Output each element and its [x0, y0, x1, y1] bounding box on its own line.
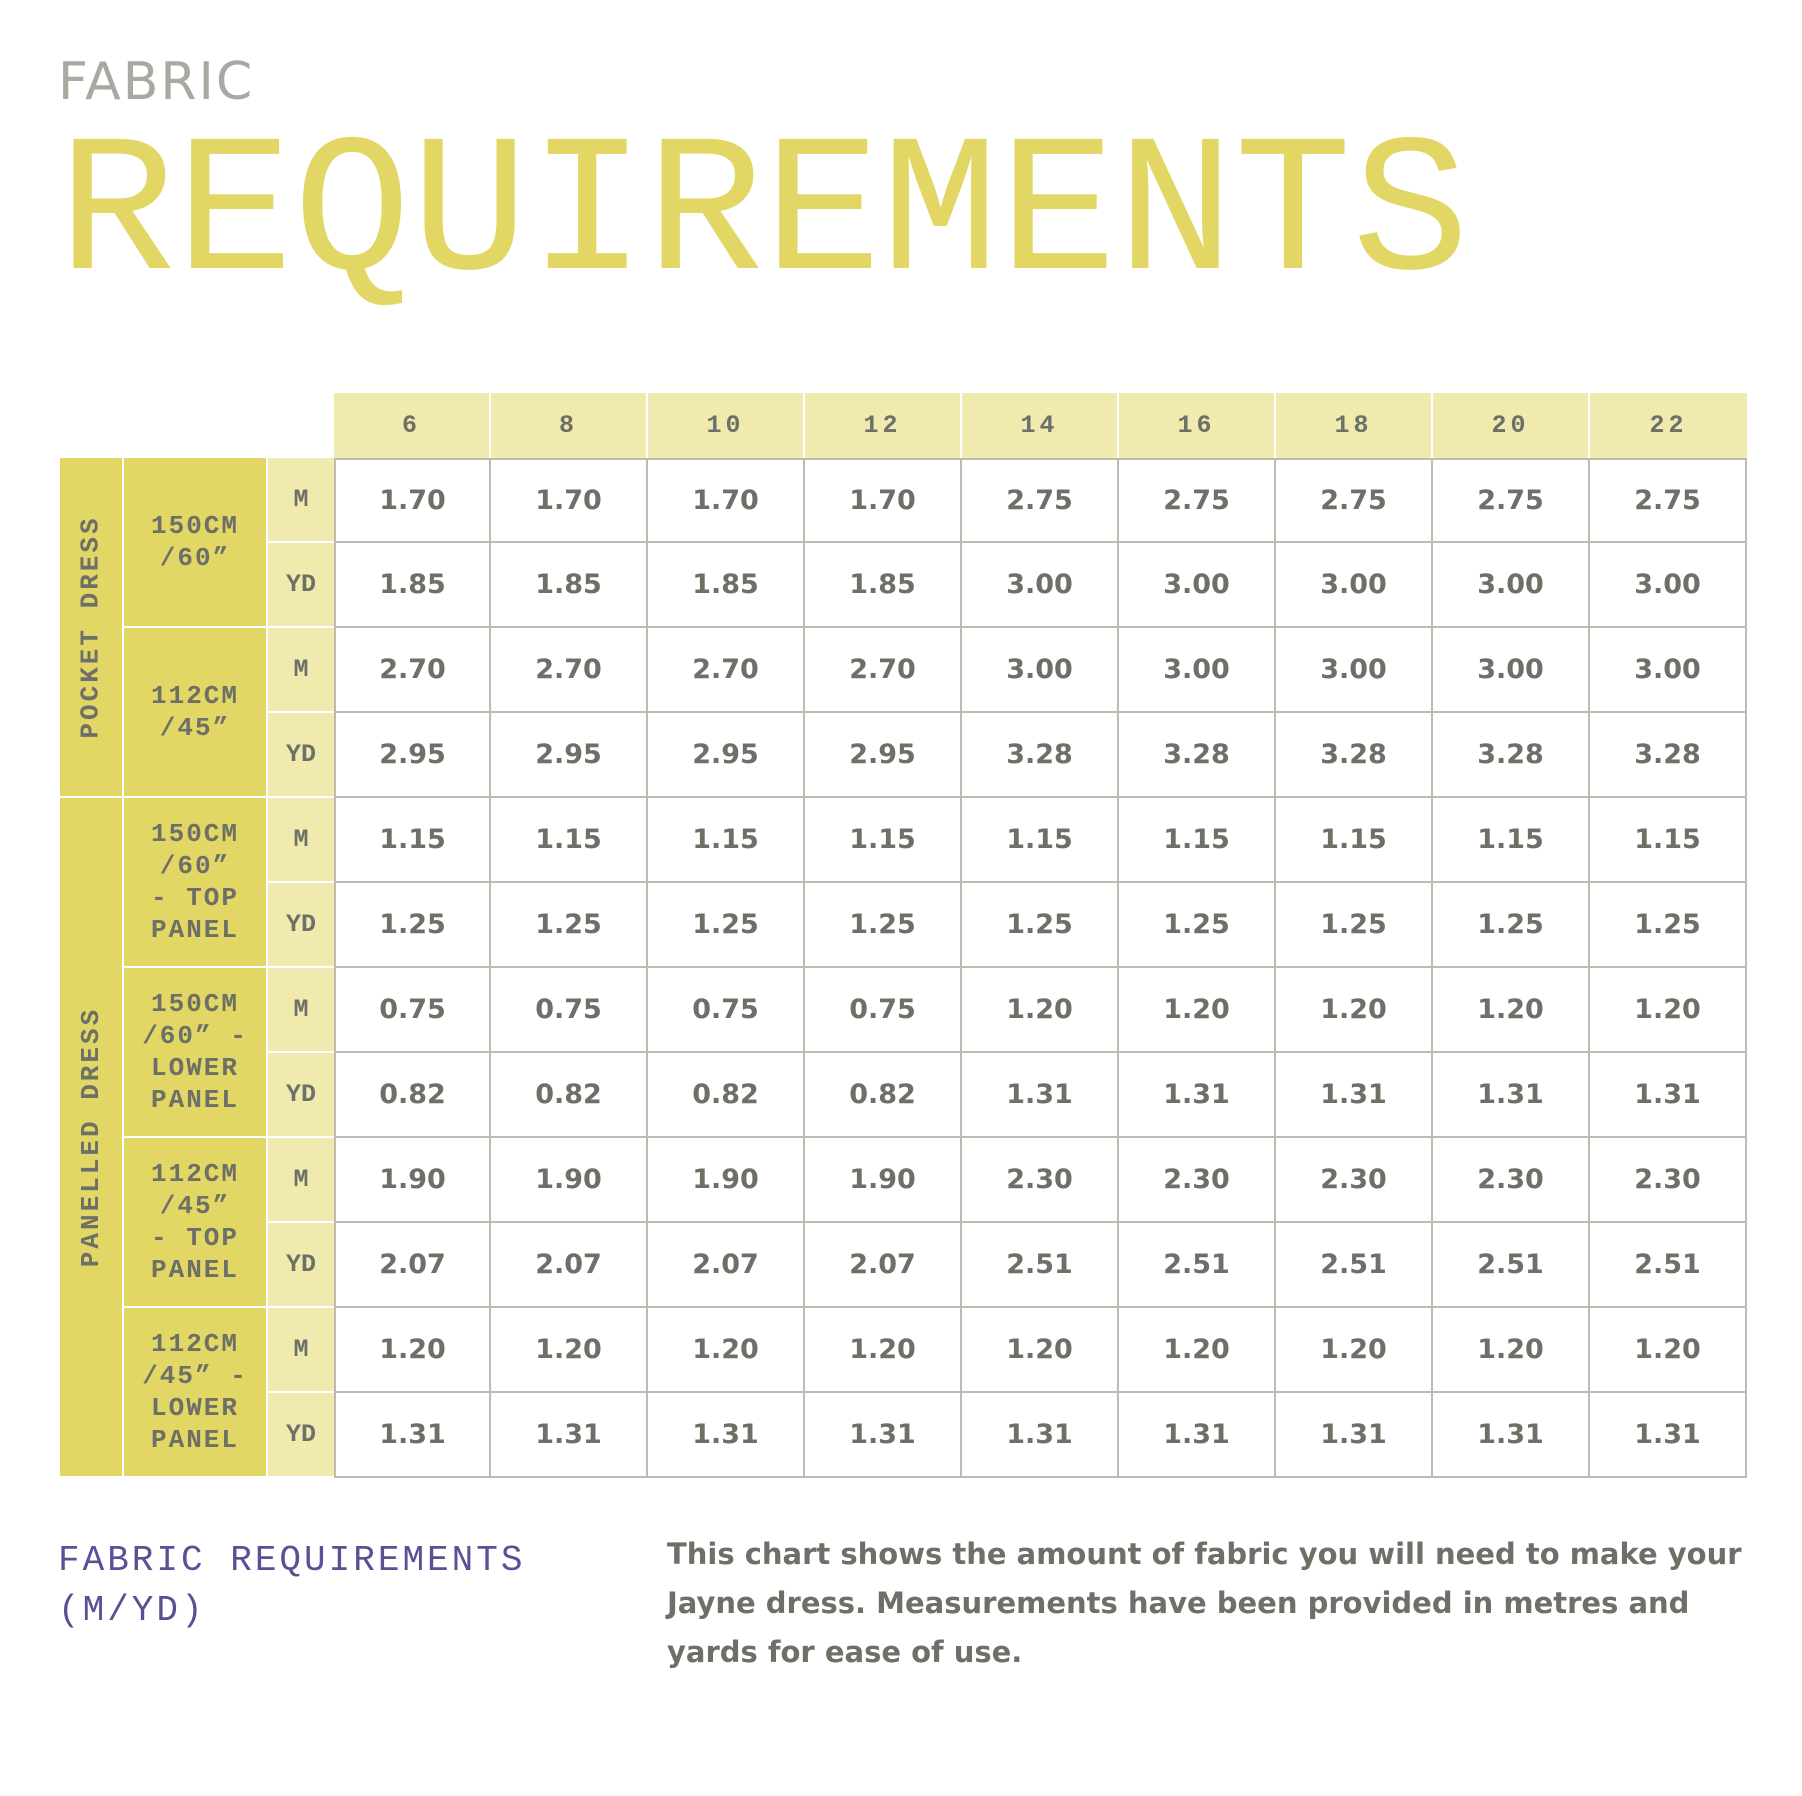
table-cell: 1.85 — [491, 543, 648, 628]
size-header: 8 — [491, 393, 648, 458]
fabric-requirements-table — [60, 393, 1747, 1478]
table-cell: 3.00 — [1119, 628, 1276, 713]
table-cell: 1.20 — [1119, 968, 1276, 1053]
table-cell: 2.75 — [1590, 458, 1747, 543]
table-cell: 2.70 — [805, 628, 962, 713]
table-cell: 1.20 — [648, 1308, 805, 1393]
table-cell: 1.25 — [1119, 883, 1276, 968]
unit-label: M — [268, 798, 334, 883]
table-cell: 1.25 — [805, 883, 962, 968]
table-cell: 1.70 — [648, 458, 805, 543]
table-cell: 3.00 — [962, 628, 1119, 713]
unit-label: YD — [268, 1053, 334, 1138]
table-cell: 2.70 — [491, 628, 648, 713]
table-cell: 1.31 — [648, 1393, 805, 1478]
table-cell: 2.51 — [1433, 1223, 1590, 1308]
table-cell: 3.00 — [962, 543, 1119, 628]
table-cell: 2.95 — [334, 713, 491, 798]
table-cell: 1.31 — [1433, 1393, 1590, 1478]
unit-label: YD — [268, 883, 334, 968]
table-cell: 1.31 — [491, 1393, 648, 1478]
table-cell: 1.20 — [1590, 968, 1747, 1053]
table-cell: 1.20 — [1119, 1308, 1276, 1393]
table-cell: 1.31 — [1276, 1393, 1433, 1478]
table-cell: 3.00 — [1590, 628, 1747, 713]
table-cell: 1.15 — [1119, 798, 1276, 883]
unit-label: M — [268, 628, 334, 713]
garment-label — [60, 458, 124, 798]
table-cell: 2.95 — [491, 713, 648, 798]
table-cell: 1.31 — [962, 1053, 1119, 1138]
unit-label: M — [268, 1138, 334, 1223]
size-header: 18 — [1276, 393, 1433, 458]
table-cell: 2.30 — [962, 1138, 1119, 1223]
table-cell: 2.51 — [1276, 1223, 1433, 1308]
table-cell: 1.31 — [1119, 1053, 1276, 1138]
table-cell: 2.70 — [648, 628, 805, 713]
table-cell: 2.30 — [1433, 1138, 1590, 1223]
page-title: REQUIREMENTS — [58, 105, 1470, 327]
table-cell: 3.28 — [1590, 713, 1747, 798]
table-cell: 1.31 — [962, 1393, 1119, 1478]
table-cell: 3.00 — [1433, 628, 1590, 713]
table-cell: 0.75 — [491, 968, 648, 1053]
table-cell: 0.82 — [491, 1053, 648, 1138]
size-header: 16 — [1119, 393, 1276, 458]
fabric-width-label: 112CM /45” - TOP PANEL — [124, 1138, 268, 1308]
table-cell: 1.15 — [1276, 798, 1433, 883]
table-cell: 2.95 — [805, 713, 962, 798]
table-cell: 1.20 — [805, 1308, 962, 1393]
footer-description: This chart shows the amount of fabric you will need to make your Jayne dress. Measurements have been provided in metres and yards for ease of use. — [667, 1537, 1742, 1669]
table-cell: 0.82 — [648, 1053, 805, 1138]
page-kicker: FABRIC — [58, 52, 255, 112]
table-cell: 1.25 — [1590, 883, 1747, 968]
table-cell: 1.31 — [1590, 1053, 1747, 1138]
table-cell: 1.70 — [491, 458, 648, 543]
table-cell: 2.51 — [962, 1223, 1119, 1308]
table-cell: 3.28 — [1433, 713, 1590, 798]
table-cell: 1.25 — [962, 883, 1119, 968]
table-cell: 1.90 — [334, 1138, 491, 1223]
table-cell: 1.15 — [1590, 798, 1747, 883]
unit-label: YD — [268, 1223, 334, 1308]
table-cell: 2.75 — [1433, 458, 1590, 543]
unit-label: YD — [268, 713, 334, 798]
table-cell: 3.00 — [1276, 543, 1433, 628]
fabric-width-label: 150CM /60” — [124, 458, 268, 628]
table-cell: 1.90 — [648, 1138, 805, 1223]
table-cell: 1.31 — [805, 1393, 962, 1478]
table-cell: 3.00 — [1433, 543, 1590, 628]
size-header: 22 — [1590, 393, 1747, 458]
table-cell: 1.25 — [1433, 883, 1590, 968]
table-cell: 1.15 — [334, 798, 491, 883]
table-cell: 0.75 — [334, 968, 491, 1053]
table-cell: 2.51 — [1590, 1223, 1747, 1308]
table-cell: 2.95 — [648, 713, 805, 798]
table-cell: 1.31 — [1590, 1393, 1747, 1478]
footer-title-line2: (M/YD) — [58, 1590, 206, 1631]
table-cell: 2.07 — [648, 1223, 805, 1308]
fabric-width-label: 112CM /45” - LOWER PANEL — [124, 1308, 268, 1478]
table-cell: 1.90 — [491, 1138, 648, 1223]
table-cell: 1.70 — [805, 458, 962, 543]
table-cell: 2.07 — [334, 1223, 491, 1308]
table-cell: 2.30 — [1590, 1138, 1747, 1223]
table-cell: 3.28 — [962, 713, 1119, 798]
table-cell: 1.20 — [1276, 968, 1433, 1053]
table-cell: 3.00 — [1276, 628, 1433, 713]
table-cell: 1.85 — [334, 543, 491, 628]
unit-label: M — [268, 1308, 334, 1393]
size-header: 14 — [962, 393, 1119, 458]
table-cell: 3.00 — [1590, 543, 1747, 628]
table-cell: 1.20 — [1433, 968, 1590, 1053]
table-cell: 0.82 — [334, 1053, 491, 1138]
table-corner — [60, 393, 334, 458]
table-cell: 1.20 — [962, 968, 1119, 1053]
fabric-width-label: 150CM /60” - TOP PANEL — [124, 798, 268, 968]
table-cell: 1.85 — [648, 543, 805, 628]
table-cell: 3.28 — [1119, 713, 1276, 798]
table-cell: 1.31 — [1119, 1393, 1276, 1478]
footer-title-line1: FABRIC REQUIREMENTS — [58, 1540, 526, 1581]
table-cell: 1.15 — [1433, 798, 1590, 883]
table-cell: 1.25 — [334, 883, 491, 968]
table-cell: 2.70 — [334, 628, 491, 713]
table-cell: 2.07 — [491, 1223, 648, 1308]
table-cell: 3.00 — [1119, 543, 1276, 628]
table-cell: 1.20 — [334, 1308, 491, 1393]
table-cell: 1.85 — [805, 543, 962, 628]
table-cell: 1.70 — [334, 458, 491, 543]
table-cell: 3.28 — [1276, 713, 1433, 798]
fabric-width-label: 112CM /45” — [124, 628, 268, 798]
garment-label-text: POCKET DRESS — [76, 515, 107, 739]
unit-label: M — [268, 968, 334, 1053]
table-cell: 2.30 — [1119, 1138, 1276, 1223]
table-cell: 1.20 — [962, 1308, 1119, 1393]
table-cell: 1.31 — [334, 1393, 491, 1478]
table-cell: 1.90 — [805, 1138, 962, 1223]
footer-title — [58, 1536, 618, 1636]
table-cell: 1.15 — [805, 798, 962, 883]
table-cell: 1.25 — [491, 883, 648, 968]
table-cell: 1.31 — [1433, 1053, 1590, 1138]
size-header: 20 — [1433, 393, 1590, 458]
table-cell: 1.15 — [491, 798, 648, 883]
table-cell: 2.30 — [1276, 1138, 1433, 1223]
table-cell: 2.75 — [962, 458, 1119, 543]
table-cell: 2.75 — [1276, 458, 1433, 543]
table-cell: 0.75 — [805, 968, 962, 1053]
unit-label: M — [268, 458, 334, 543]
table-cell: 1.25 — [1276, 883, 1433, 968]
table-cell: 1.25 — [648, 883, 805, 968]
fabric-width-label: 150CM /60” - LOWER PANEL — [124, 968, 268, 1138]
garment-label — [60, 798, 124, 1478]
table-cell: 2.51 — [1119, 1223, 1276, 1308]
table-cell: 1.20 — [1276, 1308, 1433, 1393]
table-cell: 0.82 — [805, 1053, 962, 1138]
size-header: 6 — [334, 393, 491, 458]
table-cell: 2.75 — [1119, 458, 1276, 543]
garment-label-text: PANELLED DRESS — [76, 1006, 106, 1268]
table-cell: 1.20 — [1590, 1308, 1747, 1393]
table-cell: 1.15 — [648, 798, 805, 883]
unit-label: YD — [268, 543, 334, 628]
table-cell: 1.20 — [1433, 1308, 1590, 1393]
size-header: 10 — [648, 393, 805, 458]
unit-label: YD — [268, 1393, 334, 1478]
table-cell: 2.07 — [805, 1223, 962, 1308]
size-header: 12 — [805, 393, 962, 458]
table-cell: 1.31 — [1276, 1053, 1433, 1138]
table-cell: 1.15 — [962, 798, 1119, 883]
table-cell: 1.20 — [491, 1308, 648, 1393]
table-cell: 0.75 — [648, 968, 805, 1053]
